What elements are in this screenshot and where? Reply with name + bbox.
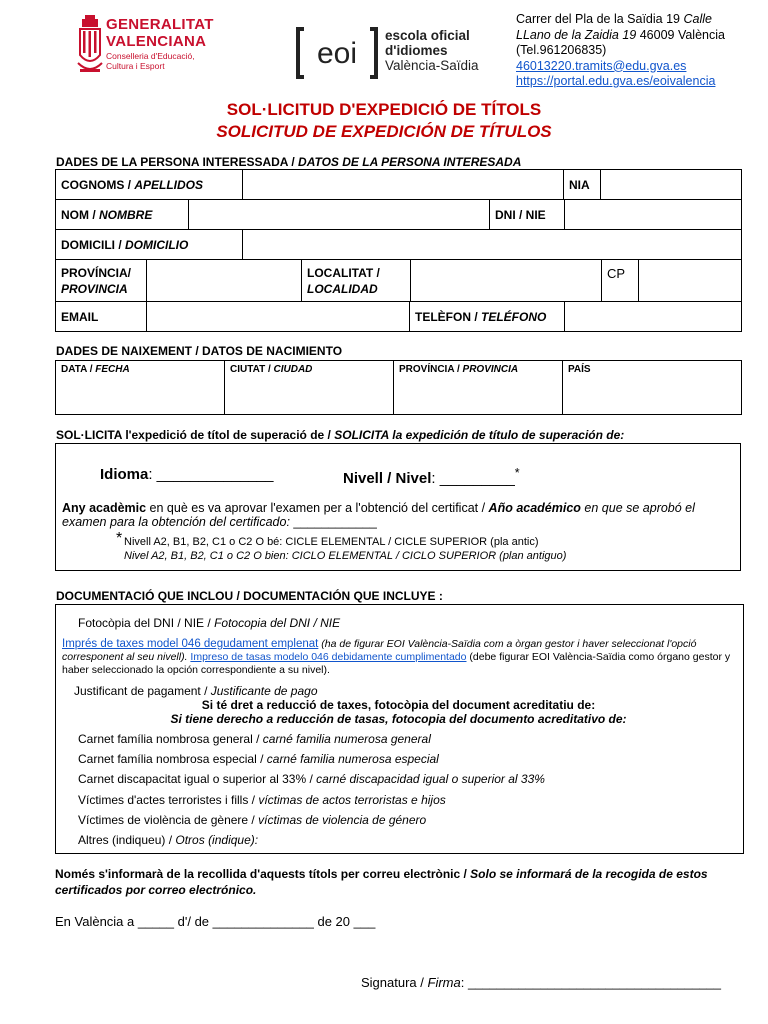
gva-subtitle: Conselleria d'Educació, Cultura i Esport: [106, 51, 195, 71]
personal-data-table-3: [55, 229, 742, 260]
svg-text:eoi: eoi: [316, 37, 358, 70]
gva-emblem-icon: [76, 15, 104, 79]
eoi-name: escola oficial d'idiomes València-Saïdia: [385, 28, 479, 73]
address-field[interactable]: [243, 230, 742, 260]
doc-item-large-family-special: Carnet família nombrosa especial / carné familia numerosa especial: [78, 752, 439, 766]
doc-payment: Justificant de pagament / Justificante de pago: [74, 684, 318, 698]
cp-label: CP: [602, 260, 639, 302]
school-address: Carrer del Pla de la Saïdia 19 Calle LLano de la Zaidia 19 46009 València (Tel.961206835) 46013220.tramits@edu.gva.es https://portal.edu.gva.es/eoivalencia: [516, 12, 725, 88]
doc-item-terrorism-victims: Víctimes d'actes terroristes i fills / víctimas de actos terroristas e hijos: [78, 793, 446, 807]
fee-form-link-ca[interactable]: Imprés de taxes model 046 degudament emplenat: [62, 638, 319, 650]
nia-label: NIA: [564, 170, 601, 200]
documents-heading: DOCUMENTACIÓ QUE INCLOU / DOCUMENTACIÓN QUE INCLUYE :: [56, 589, 443, 603]
doc-item-gender-violence-victims: Víctimes de violència de gènere / víctimas de violencia de género: [78, 813, 427, 827]
personal-data-table-5: [55, 301, 742, 332]
doc-item-large-family-general: Carnet família nombrosa general / carné familia numerosa general: [78, 732, 431, 746]
form-title-es: SOLICITUD DE EXPEDICIÓN DE TÍTULOS: [216, 122, 552, 141]
email-field[interactable]: [147, 302, 410, 332]
phone-field[interactable]: [565, 302, 742, 332]
language-field[interactable]: Idioma: ______________: [100, 466, 274, 483]
email-label: EMAIL: [56, 302, 147, 332]
level-note-asterisk: *: [116, 530, 123, 547]
surname-field[interactable]: [243, 170, 564, 200]
doc-fee-form: Imprés de taxes model 046 degudament emplenat (ha de figurar EOI València-Saïdia com a òrgan gestor i haver seleccionat l'opció corresponent al seu nivell). Impreso de tasas modelo 046 debidamente cumplimentado (debe figurar EOI València-Saïdia como órgano gestor y haber seleccionado la opción correspondiente a su nivel).: [62, 638, 731, 676]
reduction-heading-ca: Si té dret a reducció de taxes, fotocòpia del document acreditatiu de:: [201, 698, 596, 712]
level-note-ca: Nivell A2, B1, B2, C1 o C2 O bé: CICLE ELEMENTAL / CICLE SUPERIOR (pla antic): [124, 536, 539, 548]
nia-field[interactable]: [601, 170, 742, 200]
email-notice: Només s'informarà de la recollida d'aquests títols per correu electrònic / Solo se informará de la recogida de estos certificados por correo electrónico.: [55, 867, 708, 897]
academic-year-field[interactable]: Any acadèmic en què es va aprovar l'examen per a l'obtenció del certificat / Año académico en que se aprobó el examen para la obtención del certificado: ____________: [62, 501, 695, 529]
province-field[interactable]: [147, 260, 302, 302]
birth-data-table: [55, 360, 742, 415]
dni-label: DNI / NIE: [490, 200, 565, 230]
level-note-es: Nivel A2, B1, B2, C1 o C2 O bien: CICLO ELEMENTAL / CICLO SUPERIOR (plan antiguo): [124, 550, 567, 562]
town-field[interactable]: [411, 260, 602, 302]
signature-field[interactable]: Signatura / Firma: ___________________________________: [361, 975, 721, 990]
town-label: LOCALITAT / LOCALIDAD: [302, 260, 411, 302]
doc-item-disability: Carnet discapacitat igual o superior al 33% / carné discapacidad igual o superior al 33%: [78, 772, 545, 786]
form-title-ca: SOL·LICITUD D'EXPEDICIÓ DE TÍTOLS: [226, 100, 542, 119]
request-heading: SOL·LICITA l'expedició de títol de superació de / SOLICITA la expedición de título de superación de:: [56, 428, 625, 442]
personal-data-table-4: [55, 259, 742, 302]
cp-field[interactable]: [639, 260, 742, 302]
website-link[interactable]: https://portal.edu.gva.es/eoivalencia: [516, 74, 716, 88]
fee-form-link-es[interactable]: Impreso de tasas modelo 046 debidamente cumplimentado: [190, 651, 467, 663]
birth-date-field[interactable]: DATA / FECHA: [56, 361, 225, 415]
birth-province-field[interactable]: PROVÍNCIA / PROVINCIA: [394, 361, 563, 415]
dni-field[interactable]: [565, 200, 742, 230]
surname-label: COGNOMS / APELLIDOS: [56, 170, 243, 200]
level-field[interactable]: Nivell / Nivel: _________*: [343, 466, 520, 487]
reduction-heading-es: Si tiene derecho a reducción de tasas, fotocopia del documento acreditativo de:: [170, 712, 627, 726]
date-place-field[interactable]: En València a _____ d'/ de ______________ de 20 ___: [55, 914, 376, 929]
phone-label: TELÈFON / TELÉFONO: [410, 302, 565, 332]
personal-data-heading: DADES DE LA PERSONA INTERESSADA / DATOS DE LA PERSONA INTERESADA: [56, 155, 522, 169]
birth-country-field[interactable]: PAÍS: [563, 361, 742, 415]
address-label: DOMICILI / DOMICILIO: [56, 230, 243, 260]
province-label: PROVÍNCIA/ PROVINCIA: [56, 260, 147, 302]
email-link[interactable]: 46013220.tramits@edu.gva.es: [516, 58, 687, 73]
eoi-logo-icon: [296, 27, 378, 79]
birth-city-field[interactable]: CIUTAT / CIUDAD: [225, 361, 394, 415]
gva-name: GENERALITAT VALENCIANA: [106, 16, 214, 50]
personal-data-table-1: [55, 169, 742, 200]
personal-data-table-2: [55, 199, 742, 230]
birth-data-heading: DADES DE NAIXEMENT / DATOS DE NACIMIENTO: [56, 344, 343, 358]
name-label: NOM / NOMBRE: [56, 200, 189, 230]
name-field[interactable]: [189, 200, 490, 230]
doc-dni: Fotocòpia del DNI / NIE / Fotocopia del DNI / NIE: [78, 616, 341, 630]
doc-item-other[interactable]: Altres (indiqueu) / Otros (indique):: [78, 833, 259, 847]
